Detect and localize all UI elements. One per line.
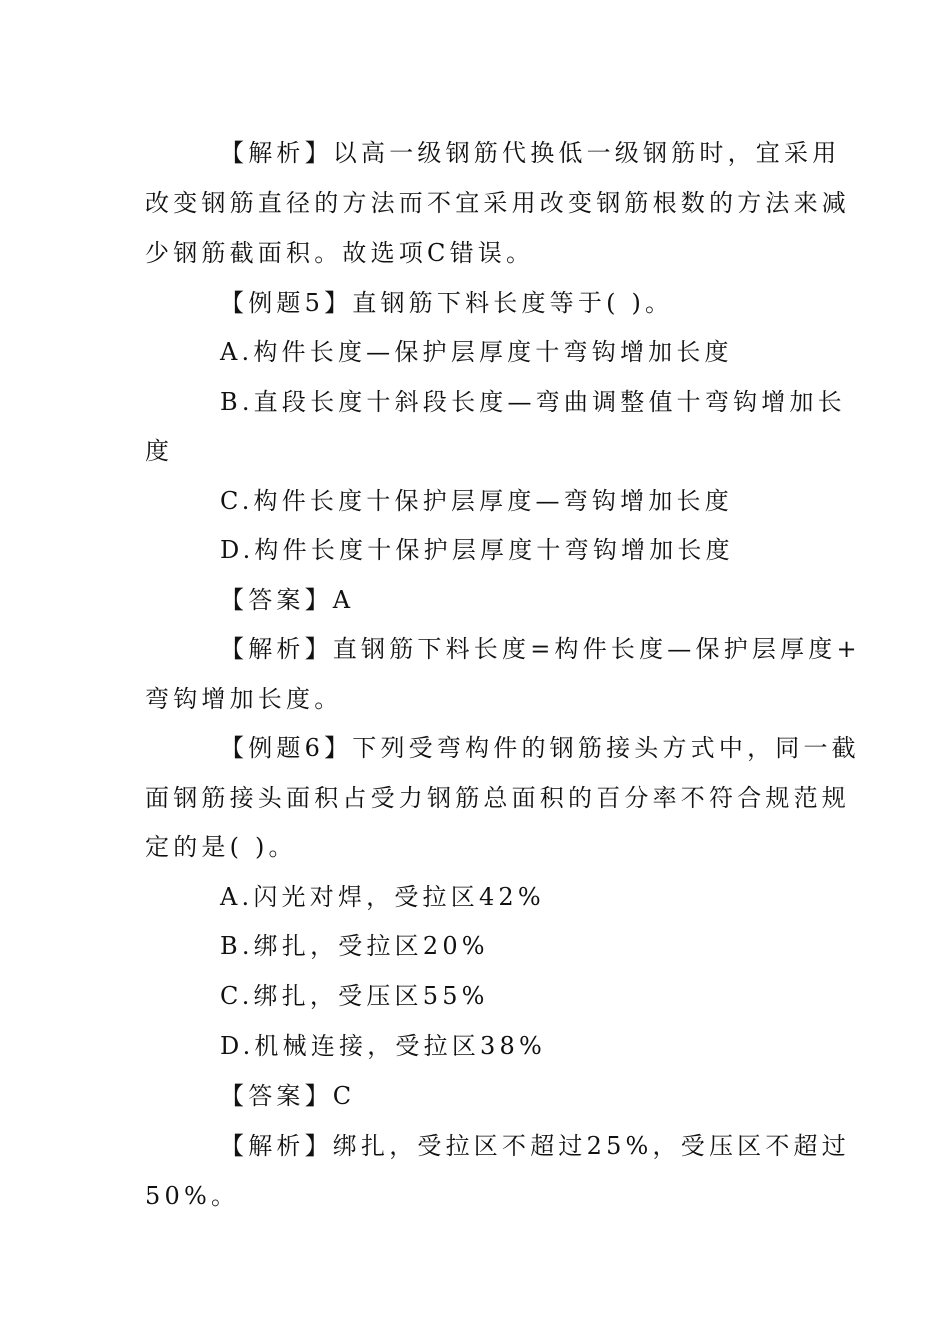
analysis-paragraph-line: 50%。	[145, 1182, 240, 1210]
option-d: D.机械连接，受拉区38%	[220, 1032, 546, 1060]
example-question-6-line: 定的是( )。	[145, 833, 297, 861]
analysis-paragraph-line: 【解析】绑扎，受拉区不超过25%，受压区不超过	[220, 1132, 850, 1160]
option-b: B.绑扎，受拉区20%	[220, 932, 489, 960]
option-b-continuation: 度	[145, 437, 174, 465]
answer-line: 【答案】A	[220, 586, 355, 614]
option-b: B.直段长度十斜段长度—弯曲调整值十弯钩增加长	[220, 388, 846, 416]
analysis-paragraph-line: 【解析】直钢筋下料长度=构件长度—保护层厚度+	[220, 635, 861, 663]
analysis-paragraph-line: 少钢筋截面积。故选项C错误。	[145, 239, 535, 267]
example-question-6-line: 面钢筋接头面积占受力钢筋总面积的百分率不符合规范规	[145, 784, 850, 812]
example-question-5: 【例题5】直钢筋下料长度等于( )。	[220, 289, 674, 317]
analysis-paragraph-line: 弯钩增加长度。	[145, 685, 343, 713]
option-a: A.闪光对焊，受拉区42%	[220, 883, 545, 911]
option-c: C.绑扎，受压区55%	[220, 982, 489, 1010]
analysis-paragraph-line: 【解析】以高一级钢筋代换低一级钢筋时，宜采用	[220, 139, 841, 167]
example-question-6: 【例题6】下列受弯构件的钢筋接头方式中，同一截	[220, 734, 860, 762]
option-a: A.构件长度—保护层厚度十弯钩增加长度	[220, 338, 733, 366]
analysis-paragraph-line: 改变钢筋直径的方法而不宜采用改变钢筋根数的方法来减	[145, 189, 850, 217]
answer-line: 【答案】C	[220, 1082, 356, 1110]
option-d: D.构件长度十保护层厚度十弯钩增加长度	[220, 536, 734, 564]
option-c: C.构件长度十保护层厚度—弯钩增加长度	[220, 487, 733, 515]
